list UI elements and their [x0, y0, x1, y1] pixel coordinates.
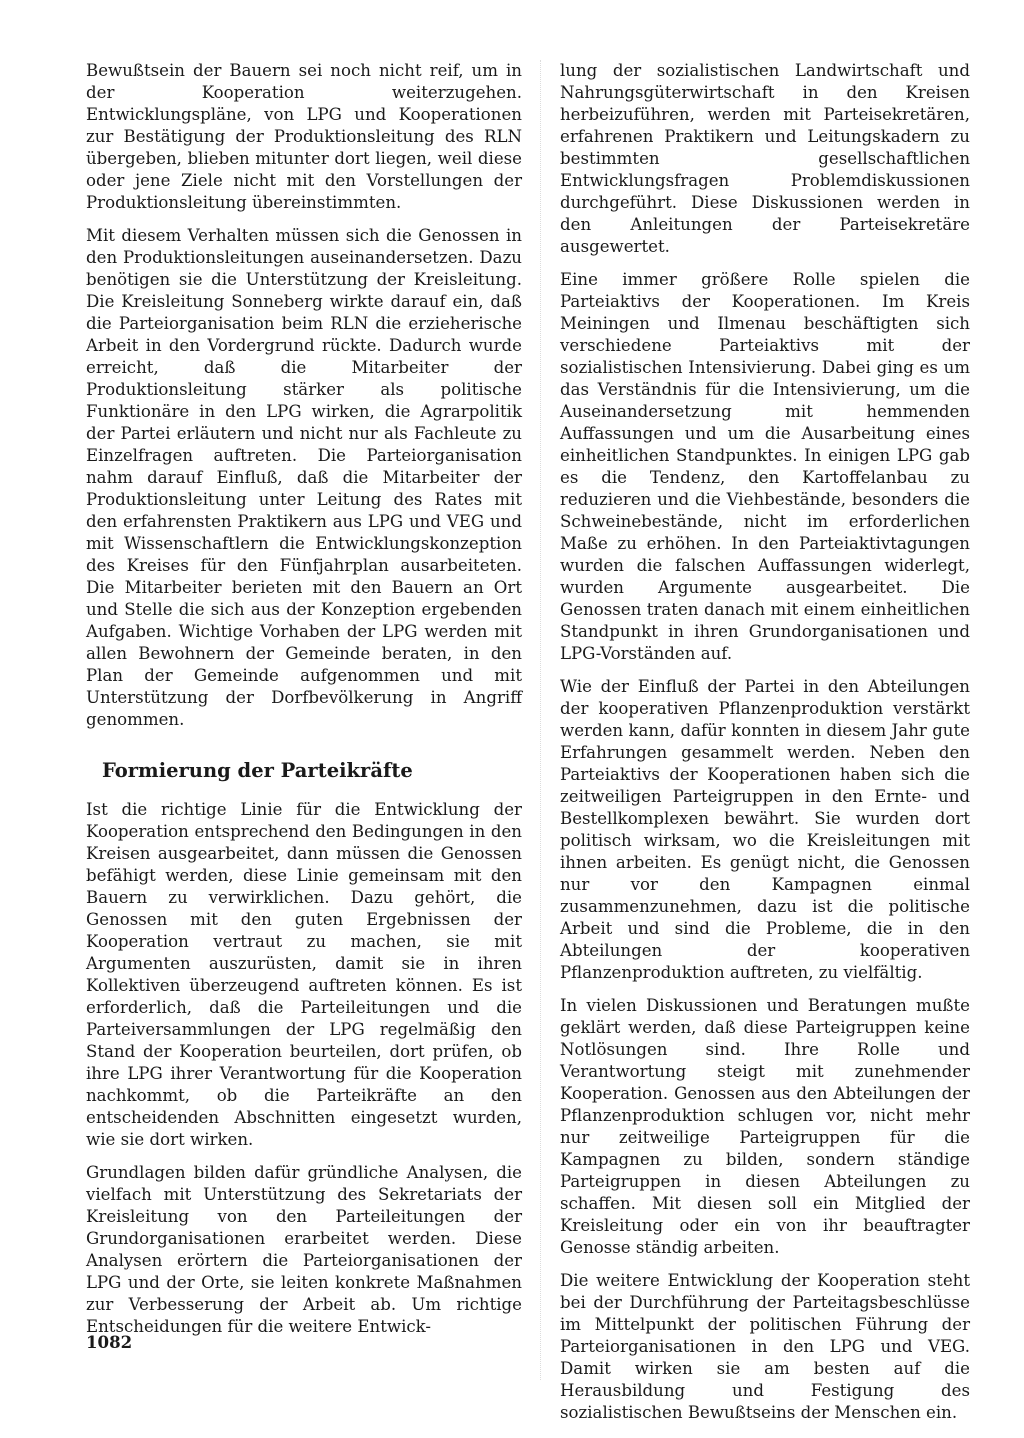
paragraph: Grundlagen bilden dafür gründliche Analysen, die vielfach mit Unterstützung des Sekretariats der Kreisleitung von den Parteileitungen der Grundorganisationen erarbeitet werden. Diese Analysen erörtern die Parteiorganisationen der LPG und der Orte, sie leiten konkrete Maßnahmen zur Verbesserung der Arbeit ab. Um richtige Entscheidungen für die weitere Entwick- — [86, 1163, 522, 1336]
paragraph: Mit diesem Verhalten müssen sich die Genossen in den Produktionsleitungen auseinandersetzen. Dazu benötigen sie die Unterstützung der Kreisleitung. Die Kreisleitung Sonneberg wirkte darauf ein, daß die Parteiorganisation beim RLN die erzieherische Arbeit in den Vordergrund rückte. Dadurch wurde erreicht, daß die Mitarbeiter der Produktionsleitung stärker als politische Funktionäre in den LPG wirken, die Agrarpolitik der Partei erläutern und nicht nur als Fachleute zu Einzelfragen auftreten. Die Parteiorganisation nahm darauf Einfluß, daß die Mitarbeiter der Produktionsleitung unter Leitung des Rates mit den erfahrensten Praktikern aus LPG und VEG und mit Wissenschaftlern die Entwicklungskonzeption des Kreises für den Fünfjahrplan ausarbeiteten. Die Mitarbeiter berieten mit den Bauern an Ort und Stelle die sich aus der Konzeption ergebenden Aufgaben. Wichtige Vorhaben der LPG werden mit allen Bewohnern der Gemeinde beraten, in den Plan der Gemeinde aufgenommen und mit Unterstützung der Dorfbevölkerung in Angriff genommen. — [86, 226, 522, 729]
paragraph: Eine immer größere Rolle spielen die Parteiaktivs der Kooperationen. Im Kreis Meiningen und Ilmenau beschäftigten sich verschiedene Parteiaktivs mit der sozialistischen Intensivierung. Dabei ging es um das Verständnis für die Intensivierung, um die Auseinandersetzung mit hemmenden Auffassungen und um die Ausarbeitung eines einheitlichen Standpunktes. In einigen LPG gab es die Tendenz, den Kartoffelanbau zu reduzieren und die Viehbestände, besonders die Schweinebestände, nicht im erforderlichen Maße zu erhöhen. In den Parteiaktivtagungen wurden die falschen Auffassungen widerlegt, wurden Argumente ausgearbeitet. Die Genossen traten danach mit einem einheitlichen Standpunkt in ihren Grundorganisationen und LPG-Vorständen auf. — [560, 270, 970, 663]
section-heading: Formierung der Parteikräfte — [102, 759, 413, 782]
left-column — [86, 60, 522, 1349]
page-number: 1082 — [86, 1332, 133, 1352]
paragraph: lung der sozialistischen Landwirtschaft und Nahrungsgüterwirtschaft in den Kreisen herbeizuführen, werden mit Parteisekretären, erfahrenen Praktikern und Leitungskadern zu bestimmten gesellschaftlichen Entwicklungsfragen Problemdiskussionen durchgeführt. Diese Diskussionen werden in den Anleitungen der Parteisekretäre ausgewertet. — [560, 61, 970, 256]
right-column — [560, 60, 970, 1435]
paragraph: Bewußtsein der Bauern sei noch nicht reif, um in der Kooperation weiterzugehen. Entwicklungspläne, von LPG und Kooperationen zur Bestätigung der Produktionsleitung des RLN übergeben, blieben mitunter dort liegen, weil diese oder jene Ziele nicht mit den Vorstellungen der Produktionsleitung übereinstimmten. — [86, 61, 522, 212]
paragraph: Ist die richtige Linie für die Entwicklung der Kooperation entsprechend den Bedingungen in den Kreisen ausgearbeitet, dann müssen die Genossen befähigt werden, diese Linie gemeinsam mit den Bauern zu verwirklichen. Dazu gehört, die Genossen mit den guten Ergebnissen der Kooperation vertraut zu machen, sie mit Argumenten auszurüsten, damit sie in ihren Kollektiven überzeugend auftreten können. Es ist erforderlich, daß die Parteileitungen und die Parteiversammlungen der LPG regelmäßig den Stand der Kooperation beurteilen, dort prüfen, ob ihre LPG ihrer Verantwortung für die Kooperation nachkommt, ob die Parteikräfte an den entscheidenden Abschnitten eingesetzt wurden, wie sie dort wirken. — [86, 800, 522, 1149]
column-gutter — [540, 60, 543, 1380]
paragraph: Wie der Einfluß der Partei in den Abteilungen der kooperativen Pflanzenproduktion verstärkt werden kann, dafür konnten in diesem Jahr gute Erfahrungen gesammelt werden. Neben den Parteiaktivs der Kooperationen haben sich die zeitweiligen Parteigruppen in den Ernte- und Bestellkomplexen bewährt. Sie wurden dort politisch wirksam, wo die Kreisleitungen mit ihnen arbeiten. Es genügt nicht, die Genossen nur vor den Kampagnen einmal zusammenzunehmen, dazu ist die politische Arbeit und sind die Probleme, die in den Abteilungen der kooperativen Pflanzenproduktion auftreten, zu vielfältig. — [560, 677, 970, 982]
paragraph: In vielen Diskussionen und Beratungen mußte geklärt werden, daß diese Parteigruppen keine Notlösungen sind. Ihre Rolle und Verantwortung steigt mit zunehmender Kooperation. Genossen aus den Abteilungen der Pflanzenproduktion schlugen vor, nicht mehr nur zeitweilige Parteigruppen für die Kampagnen zu bilden, sondern ständige Parteigruppen in diesen Abteilungen zu schaffen. Mit diesen soll ein Mitglied der Kreisleitung oder ein von ihr beauftragter Genosse ständig arbeiten. — [560, 996, 970, 1257]
paragraph: Die weitere Entwicklung der Kooperation steht bei der Durchführung der Parteitagsbeschlüsse im Mittelpunkt der politischen Führung der Parteiorganisationen in den LPG und VEG. Damit wirken sie am besten auf die Herausbildung und Festigung des sozialistischen Bewußtseins der Menschen ein. — [560, 1271, 970, 1422]
